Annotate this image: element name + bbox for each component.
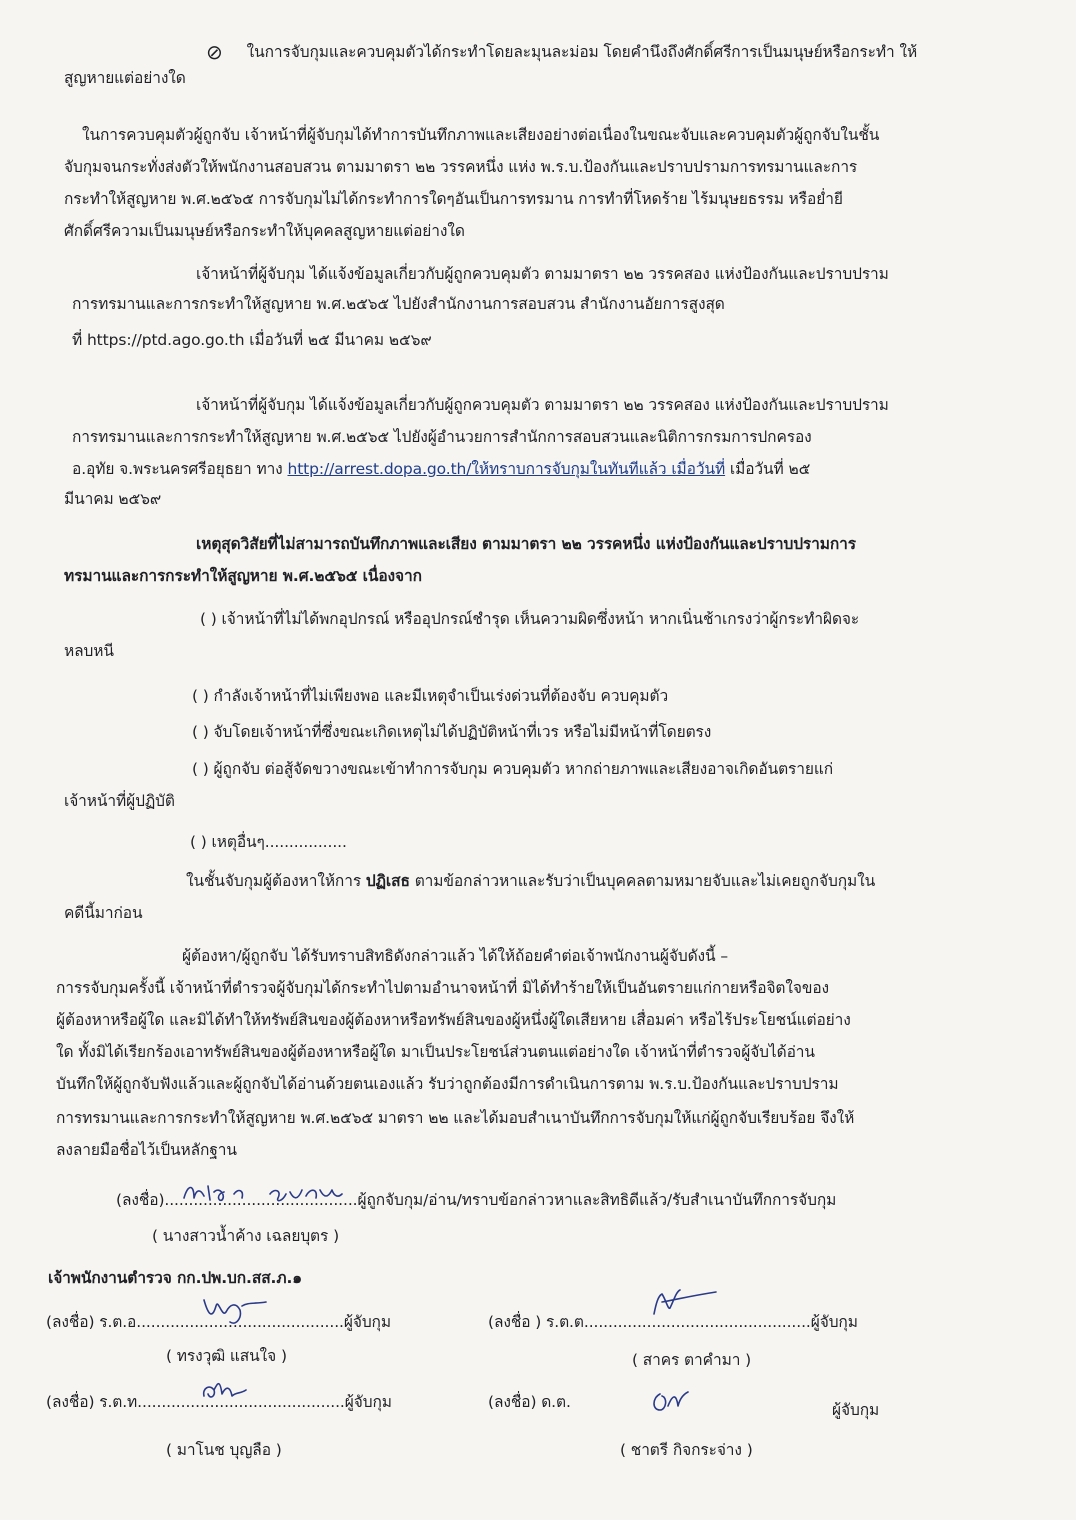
plea-value: ปฏิเสธ xyxy=(365,872,410,890)
checkbox-item-4: ( ) ผู้ถูกจับ ต่อสู้จัดขวางขณะเข้าทำการจับกุม ควบคุมตัว หากถ่ายภาพและเสียงอาจเกิดอันตรายแก่ xyxy=(192,760,834,778)
paragraph-line-1 xyxy=(206,42,917,62)
checkbox-item-1-cont: หลบหนี xyxy=(64,642,114,660)
officer-4-name: ( ชาตรี กิจกระจ่าง ) xyxy=(620,1441,753,1459)
checkbox-item-3: ( ) จับโดยเจ้าหน้าที่ซึ่งขณะเกิดเหตุไม่ได้ปฏิบัติหน้าที่เวร หรือไม่มีหน้าที่โดยตรง xyxy=(192,723,712,741)
line-text: ผู้ถูกจับกุม/อ่าน/ทราบข้อกล่าวหาและสิทธิดีแล้ว/รับสำเนาบันทึกการจับกุม xyxy=(357,1191,837,1209)
line-text: เมื่อวันที่ ๒๕ xyxy=(729,460,811,478)
paragraph-line-5: กระทำให้สูญหาย พ.ศ.๒๕๖๕ การจับกุมไม่ได้กระทำการใดๆอันเป็นการทรมาน การทำที่โหดร้าย ไร้มนุษยธรรม หรือย่ำยี xyxy=(64,190,843,208)
checkbox-item-4-cont: เจ้าหน้าที่ผู้ปฏิบัติ xyxy=(64,792,175,810)
section-heading-line-2: ทรมานและการกระทำให้สูญหาย พ.ศ.๒๕๖๕ เนื่องจาก xyxy=(64,567,422,585)
checkbox-item-2: ( ) กำลังเจ้าหน้าที่ไม่เพียงพอ และมีเหตุจำเป็นเร่งด่วนที่ต้องจับ ควบคุมตัว xyxy=(192,687,669,705)
officer-unit-heading: เจ้าพนักงานตำรวจ กก.ปพ.บก.สส.ภ.๑ xyxy=(48,1269,302,1287)
officer-3-signature-image xyxy=(196,1374,256,1406)
officer-2-name: ( สาคร ตาคำมา ) xyxy=(632,1351,752,1369)
paragraph-line-10: เจ้าหน้าที่ผู้จับกุม ได้แจ้งข้อมูลเกี่ยวกับผู้ถูกควบคุมตัว ตามมาตรา ๒๒ วรรคสอง แห่งป้องกันและปราบปราม xyxy=(196,396,889,414)
section-heading-line-1: เหตุสุดวิสัยที่ไม่สามารถบันทึกภาพและเสียง ตามมาตรา ๒๒ วรรคหนึ่ง แห่งป้องกันและปราบปรามการ xyxy=(196,535,856,553)
officer-4-role: ผู้จับกุม xyxy=(832,1401,880,1419)
line-text: ตามข้อกล่าวหาและรับว่าเป็นบุคคลตามหมายจับและไม่เคยถูกจับกุมใน xyxy=(414,872,876,890)
paragraph-line-12 xyxy=(72,459,810,479)
sign-label: (ลงชื่อ) ร.ต.ท. xyxy=(46,1393,143,1411)
sign-label: (ลงชื่อ) xyxy=(116,1191,165,1209)
role-label: ผู้จับกุม xyxy=(810,1313,858,1331)
arrest-dopa-link[interactable]: http://arrest.dopa.go.th/ให้ทราบการจับกุมในทันทีแล้ว เมื่อวันที่ xyxy=(287,460,726,478)
checkbox-item-1: ( ) เจ้าหน้าที่ไม่ได้พกอุปกรณ์ หรืออุปกรณ์ชำรุด เห็นความผิดซึ่งหน้า หากเนิ่นช้าเกรงว่าผู้กระทำผิดจะ xyxy=(200,610,860,628)
signature-dots: .......................................... xyxy=(141,1313,344,1331)
arrestee-name: ( นางสาวน้ำค้าง เฉลยบุตร ) xyxy=(152,1227,340,1245)
paragraph-plea-cont: คดีนี้มาก่อน xyxy=(64,904,143,922)
paragraph-statement-3: ผู้ต้องหาหรือผู้ใด และมิได้ทำให้ทรัพย์สินของผู้ต้องหาหรือทรัพย์สินของผู้หนึ่งผู้ใดเสียหาย เสื่อมค่า หรือไร้ประโยชน์แต่อย่าง xyxy=(56,1011,851,1029)
paragraph-statement-1: ผู้ต้องหา/ผู้ถูกจับ ได้รับทราบสิทธิดังกล่าวแล้ว ได้ให้ถ้อยคำต่อเจ้าพนักงานผู้จับดังนี้ – xyxy=(182,947,728,965)
signature-dots: ........................................ xyxy=(164,1191,358,1209)
signature-dots: .............................................. xyxy=(588,1313,811,1331)
paragraph-line-3: ในการควบคุมตัวผู้ถูกจับ เจ้าหน้าที่ผู้จับกุมได้ทำการบันทึกภาพและเสียงอย่างต่อเนื่องในขณะจับและควบคุมตัวผู้ถูกจับในชั้น xyxy=(82,126,880,144)
paragraph-line-9: ที่ https://ptd.ago.go.th เมื่อวันที่ ๒๕ มีนาคม ๒๕๖๙ xyxy=(72,331,432,349)
sign-label: (ลงชื่อ ) ร.ต.ต. xyxy=(488,1313,589,1331)
line-text: ในชั้นจับกุมผู้ต้องหาให้การ xyxy=(186,872,362,890)
officer-2-signature-image xyxy=(640,1284,730,1324)
role-label: ผู้จับกุม xyxy=(344,1393,392,1411)
line-text: ในการจับกุมและควบคุมตัวได้กระทำโดยละมุนละม่อม โดยคำนึงถึงศักดิ์ศรีการเป็นมนุษย์หรือกระทำ ให้ xyxy=(246,43,918,61)
paragraph-statement-5: บันทึกให้ผู้ถูกจับฟังแล้วและผู้ถูกจับได้อ่านด้วยตนเองแล้ว รับว่าถูกต้องมีการดำเนินการตาม พ.ร.บ.ป้องกันและปราบปราม xyxy=(56,1075,839,1093)
officer-4-signature-line xyxy=(488,1392,571,1412)
paragraph-statement-4: ใด ทั้งมิได้เรียกร้องเอาทรัพย์สินของผู้ต้องหาหรือผู้ใด มาเป็นประโยชน์ส่วนตนแต่อย่างใด เจ้าหน้าที่ตำรวจผู้จับได้อ่าน xyxy=(56,1043,815,1061)
paragraph-line-8: การทรมานและการกระทำให้สูญหาย พ.ศ.๒๕๖๕ ไปยังสำนักงานการสอบสวน สำนักงานอัยการสูงสุด xyxy=(72,295,725,313)
crossed-circle-icon: ⊘ xyxy=(206,40,223,64)
paragraph-line-4: จับกุมจนกระทั่งส่งตัวให้พนักงานสอบสวน ตามมาตรา ๒๒ วรรคหนึ่ง แห่ง พ.ร.บ.ป้องกันและปราบปรามการทรมานและการ xyxy=(64,158,858,176)
officer-1-name: ( ทรงวุฒิ แสนใจ ) xyxy=(166,1347,287,1365)
officer-3-name: ( มาโนช บุญลือ ) xyxy=(166,1441,282,1459)
signature-dots: .......................................... xyxy=(142,1393,345,1411)
checkbox-item-5: ( ) เหตุอื่นๆ................. xyxy=(190,833,347,851)
paragraph-statement-2: การรจับกุมครั้งนี้ เจ้าหน้าที่ตำรวจผู้จับกุมได้กระทำไปตามอำนาจหน้าที่ มิได้ทำร้ายให้เป็นอันตรายแก่กายหรือจิตใจของ xyxy=(56,979,830,997)
sign-label: (ลงชื่อ) ด.ต. xyxy=(488,1393,571,1411)
sign-label: (ลงชื่อ) ร.ต.อ. xyxy=(46,1313,142,1331)
paragraph-statement-6: การทรมานและการกระทำให้สูญหาย พ.ศ.๒๕๖๕ มาตรา ๒๒ และได้มอบสำเนาบันทึกการจับกุมให้แก่ผู้ถูกจับเรียบร้อย จึงให้ xyxy=(56,1109,855,1127)
paragraph-line-13: มีนาคม ๒๕๖๙ xyxy=(64,490,162,508)
paragraph-line-6: ศักดิ์ศรีความเป็นมนุษย์หรือกระทำให้บุคคลสูญหายแต่อย่างใด xyxy=(64,222,465,240)
paragraph-statement-7: ลงลายมือชื่อไว้เป็นหลักฐาน xyxy=(56,1141,237,1159)
officer-4-signature-image xyxy=(646,1384,696,1420)
paragraph-plea xyxy=(186,871,875,891)
paragraph-line-2: สูญหายแต่อย่างใด xyxy=(64,69,186,87)
arrestee-signature-image xyxy=(178,1176,348,1210)
line-text: อ.อุทัย จ.พระนครศรีอยุธยา ทาง xyxy=(72,460,283,478)
officer-1-signature-image xyxy=(196,1290,286,1330)
paragraph-line-11: การทรมานและการกระทำให้สูญหาย พ.ศ.๒๕๖๕ ไปยังผู้อำนวยการสำนักการสอบสวนและนิติการกรมการปกครอง xyxy=(72,428,812,446)
paragraph-line-7: เจ้าหน้าที่ผู้จับกุม ได้แจ้งข้อมูลเกี่ยวกับผู้ถูกควบคุมตัว ตามมาตรา ๒๒ วรรคสอง แห่งป้องกันและปราบปราม xyxy=(196,265,889,283)
role-label: ผู้จับกุม xyxy=(343,1313,391,1331)
